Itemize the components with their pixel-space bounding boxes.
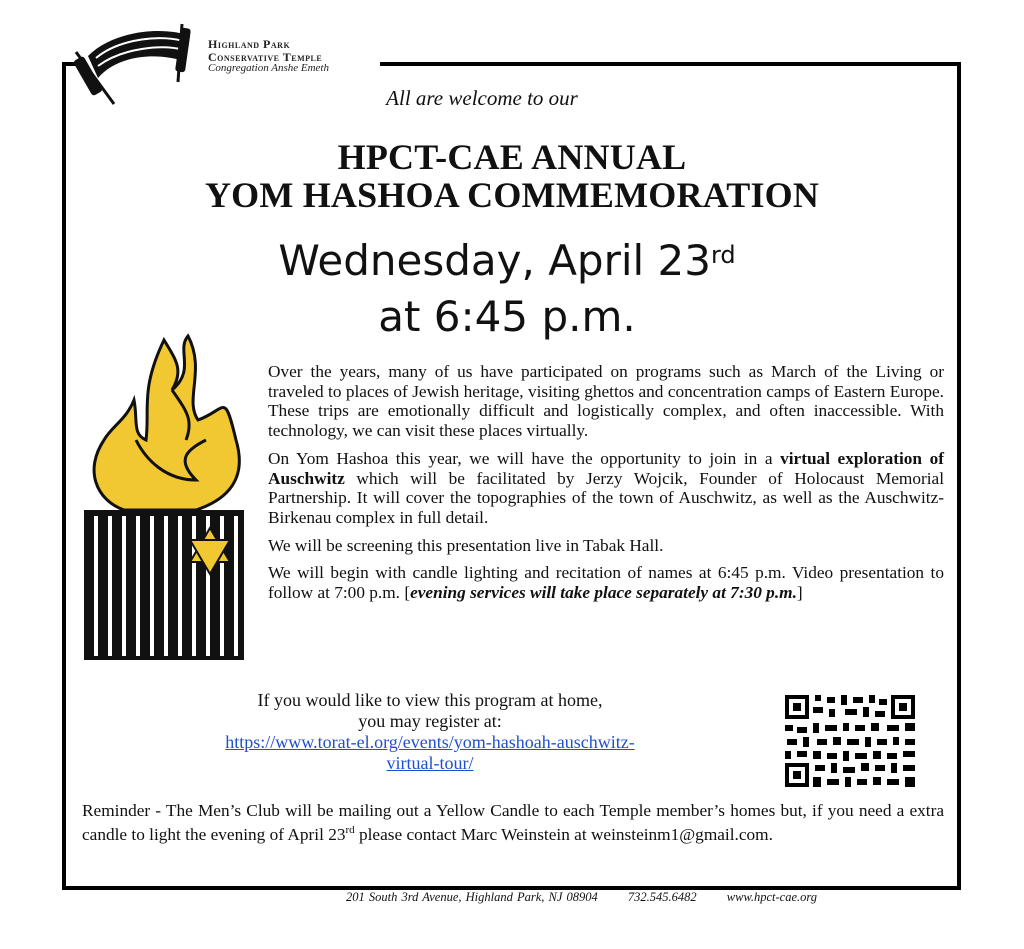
p2-text-post: which will be facilitated by Jerzy Wojcik, Founder of Holocaust Memorial Partnership. It will cover the topographies of the town of Auschwitz, as well as the Auschwitz-Birkenau complex in full detail. [268, 468, 944, 527]
qr-code-icon [783, 693, 917, 789]
p2-bold: virtual exploration of Auschwitz [268, 448, 944, 488]
paragraph-2 [268, 449, 944, 528]
organization-name [208, 38, 329, 75]
title-line-1: HPCT-CAE ANNUAL [337, 137, 687, 177]
reminder-text [82, 801, 944, 844]
org-line-3: Congregation Anshe Emeth [208, 62, 329, 75]
p4-text-post: ] [796, 583, 803, 603]
p4-bold-italic: evening services will take place separately at 7:30 p.m. [410, 583, 797, 603]
border-top-right [380, 62, 961, 66]
reminder-text-main: Reminder - The Men’s Club will be mailing out a Yellow Candle to each Temple member’s homes but, if you need a extra candle to light the evening of April 23 [82, 801, 944, 844]
registration-link[interactable] [225, 732, 634, 773]
footer-website: www.hpct-cae.org [726, 890, 818, 904]
footer-address: 201 South 3rd Avenue, Highland Park, NJ 08904 [346, 890, 598, 904]
paragraph-1: Over the years, many of us have participated on programs such as March of the Living or traveled to places of Jewish heritage, visiting ghettos and concentration camps of Eastern Europe. These trips are emotionally difficult and logistically complex, and often inaccessible. With technology, we can visit these places virtually. [268, 362, 944, 441]
title-line-2: YOM HASHOA COMMEMORATION [204, 175, 820, 215]
registration-link-line-2[interactable]: virtual-tour/ [386, 753, 474, 773]
time-line: at 6:45 p.m. [378, 292, 636, 341]
date-line-1 [0, 233, 1014, 289]
org-line-2: Conservative Temple [208, 49, 323, 64]
paragraph-4 [268, 563, 944, 602]
registration-link-line-1[interactable]: https://www.torat-el.org/events/yom-hashoah-auschwitz- [225, 732, 635, 752]
event-title [0, 138, 1024, 214]
register-line-1: If you would like to view this program at home, [257, 690, 603, 710]
footer-phone: 732.545.6482 [627, 890, 697, 904]
org-line-1: Highland Park [208, 37, 291, 51]
registration-block [110, 690, 750, 774]
event-date [0, 233, 1024, 345]
date-text: Wednesday, April 23 [278, 236, 711, 285]
memorial-flame-icon [76, 330, 256, 670]
reminder-text-contact: please contact Marc Weinstein at weinsteinm1@gmail.com. [354, 824, 773, 844]
event-description [268, 362, 944, 611]
p2-text-pre: On Yom Hashoa this year, we will have the opportunity to join in a [268, 448, 781, 468]
footer-contact [346, 890, 843, 905]
paragraph-3: We will be screening this presentation live in Tabak Hall. [268, 535, 664, 555]
welcome-text: All are welcome to our [386, 86, 578, 110]
register-line-2: you may register at: [358, 711, 502, 731]
date-suffix: rd [710, 241, 736, 269]
p4-text-pre: We will begin with candle lighting and recitation of names at 6:45 p.m. Video presentation to follow at 7:00 p.m. [ [268, 563, 944, 603]
reminder-date-suffix: rd [345, 823, 355, 836]
